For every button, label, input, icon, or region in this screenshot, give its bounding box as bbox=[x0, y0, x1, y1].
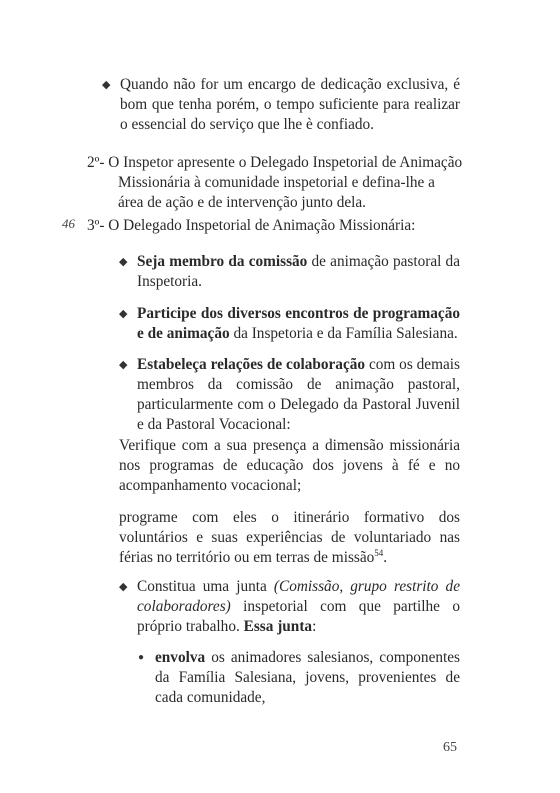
paragraph-inspector bbox=[87, 153, 463, 213]
paragraph-verify: Verifique com a sua presença a dimensão missionária nos programas de educação dos jovens à fé e no acompanhamento vocacional; bbox=[119, 437, 460, 494]
margin-number: 46 bbox=[62, 216, 75, 231]
footnote-ref: 54 bbox=[374, 547, 384, 558]
item-bold-text: Estabeleça relações de colaboração bbox=[137, 356, 366, 373]
item-bold-text: envolva bbox=[155, 649, 206, 666]
paragraph-text: 2º- O Inspetor apresente o Delegado Inspetorial de Animação Missionária à comunidade inspetorial e defina-lhe a área de ação e de intervenção junto dela. bbox=[87, 154, 463, 211]
bullet-icon: ◆ bbox=[119, 359, 128, 371]
item-text: com os demais membros da comissão de animação pastoral, particularmente com o Delegado da Pastoral Juvenil e da Pastoral Vocacional: bbox=[137, 356, 460, 433]
item-bold-text: Seja membro da comissão bbox=[137, 253, 308, 270]
paragraph-delegate-heading: 3º- O Delegado Inspetorial de Animação Missionária: bbox=[87, 217, 416, 234]
item-text: de animação pastoral da Inspetoria. bbox=[137, 253, 460, 290]
item-text-mid: inspetorial com que partilhe o próprio trabalho. bbox=[137, 598, 460, 635]
bullet-item-dedication bbox=[120, 75, 460, 135]
page-number: 65 bbox=[443, 740, 457, 755]
item-text: Quando não for um encargo de dedicação exclusiva, é bom que tenha porém, o tempo suficiente para realizar o essencial do serviço que lhe è confiado. bbox=[120, 76, 460, 133]
bullet-icon: ◆ bbox=[102, 79, 111, 91]
paragraph-program bbox=[119, 508, 460, 568]
bullet-icon: ◆ bbox=[119, 256, 128, 268]
bullet-item-collaboration bbox=[137, 355, 460, 435]
bullet-item-participate bbox=[137, 304, 460, 344]
item-text: Constitua uma junta bbox=[137, 578, 274, 595]
item-text: os animadores salesianos, componentes da Família Salesiana, jovens, provenientes de cada comunidade, bbox=[155, 649, 460, 706]
subitem-involve bbox=[155, 648, 460, 708]
item-bold-text: Essa junta bbox=[243, 618, 313, 635]
item-italic-text: (Comissão, grupo restrito de colaboradores) bbox=[137, 578, 460, 615]
bullet-item-junta bbox=[137, 577, 460, 637]
item-text-end: : bbox=[312, 618, 317, 635]
paragraph-end: . bbox=[383, 549, 388, 566]
bullet-icon: ◆ bbox=[119, 581, 128, 593]
item-bold-text: Participe dos diversos encontros de programação e de animação bbox=[137, 305, 460, 342]
paragraph-text: programe com eles o itinerário formativo dos voluntários e suas experiências de voluntariado nas férias no território ou em terras de missão bbox=[119, 509, 460, 566]
circle-bullet-icon: ● bbox=[138, 652, 145, 663]
bullet-item-member bbox=[137, 252, 460, 292]
bullet-icon: ◆ bbox=[119, 308, 128, 320]
item-text: da Inspetoria e da Família Salesiana. bbox=[229, 325, 458, 342]
